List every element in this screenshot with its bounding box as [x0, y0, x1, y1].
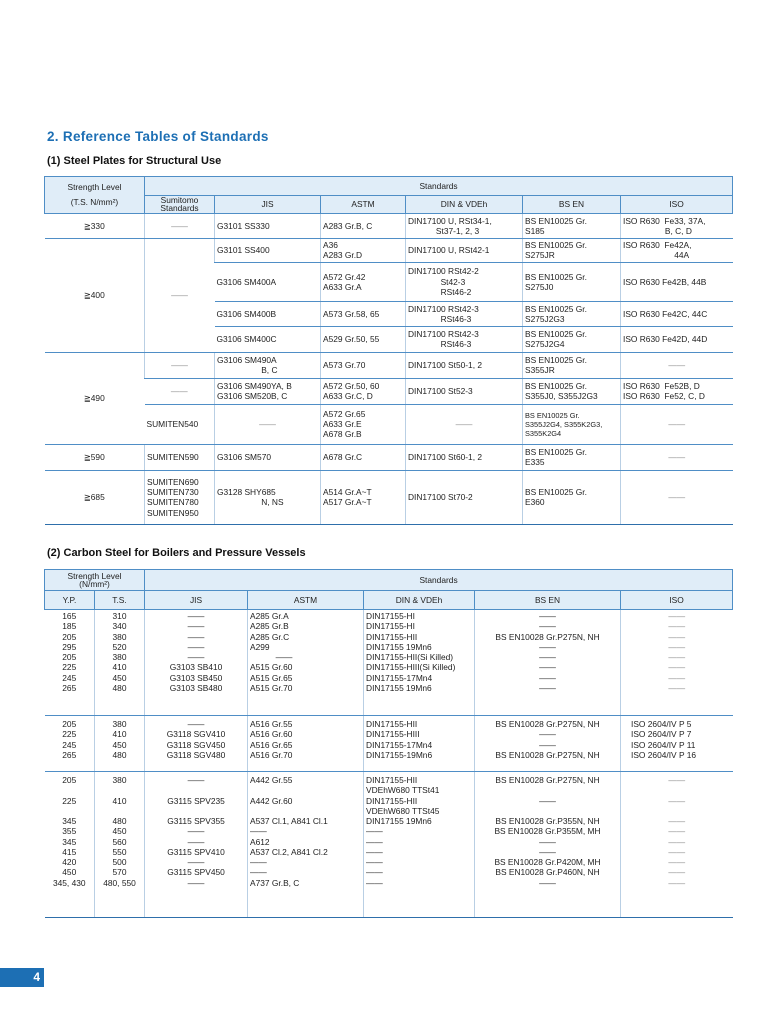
- header-iso: ISO: [621, 196, 733, 214]
- header-strength-level: Strength Level (T.S. N/mm²): [45, 177, 145, 214]
- bsen-standard: BS EN10025 Gr. S275JR: [523, 238, 621, 262]
- strength-level: ≧685: [45, 470, 145, 524]
- bsen-standard: BS EN10025 Gr. E360: [523, 470, 621, 524]
- header-din: DIN & VDEh: [406, 196, 523, 214]
- iso-standard: ——: [621, 352, 733, 378]
- astm-standard: A573 Gr.58, 65: [321, 301, 406, 326]
- iso-standard: ISO R630 Fe33, 37A, B, C, D: [621, 213, 733, 238]
- header-strength-level: Strength Level (N/mm²): [45, 570, 145, 591]
- bsen-standard: BS EN10025 Gr. E335: [523, 444, 621, 470]
- astm-standard: A572 Gr.42 A633 Gr.A: [321, 262, 406, 301]
- din-standard: DIN17100 RSt42-3 RSt46-3: [406, 326, 523, 352]
- bsen-standard: BS EN10025 Gr. S355JR: [523, 352, 621, 378]
- yield-point: 165 185 205 295 205 225 245 265: [45, 610, 95, 716]
- sumitomo-standard: ——: [145, 378, 215, 404]
- din-standard: DIN17100 U, RSt42-1: [406, 238, 523, 262]
- iso-standard: ——: [621, 444, 733, 470]
- sumitomo-standard: SUMITEN690 SUMITEN730 SUMITEN780 SUMITEN950: [145, 470, 215, 524]
- tensile-strength: 380 410 480 450 560 550 500 570 480, 550: [95, 772, 145, 918]
- jis-standard: ——: [215, 404, 321, 444]
- header-jis: JIS: [215, 196, 321, 214]
- sumitomo-standard: ——: [145, 238, 215, 352]
- astm-standard: A678 Gr.C: [321, 444, 406, 470]
- tensile-strength: 310 340 380 520 380 410 450 480: [95, 610, 145, 716]
- jis-standard: G3101 SS400: [215, 238, 321, 262]
- jis-standard: G3106 SM400C: [215, 326, 321, 352]
- header-yp: Y.P.: [45, 591, 95, 610]
- astm-standard: A516 Gr.55 A516 Gr.60 A516 Gr.65 A516 Gr.70: [248, 716, 364, 772]
- header-jis: JIS: [145, 591, 248, 610]
- astm-standard: A36 A283 Gr.D: [321, 238, 406, 262]
- table-row: [45, 238, 733, 262]
- din-standard: DIN17100 U, RSt34-1, St37-1, 2, 3: [406, 213, 523, 238]
- table-row: [45, 378, 733, 404]
- iso-standard: ISO R630 Fe52B, D ISO R630 Fe52, C, D: [621, 378, 733, 404]
- din-standard: DIN17100 St70-2: [406, 470, 523, 524]
- astm-standard: A442 Gr.55 A442 Gr.60 A537 Cl.1, A841 Cl.1 —— A612 A537 Cl.2, A841 Cl.2 —— —— A737 Gr.B, C: [248, 772, 364, 918]
- yield-point: 205 225 345 355 345 415 420 450 345, 430: [45, 772, 95, 918]
- header-astm: ASTM: [321, 196, 406, 214]
- iso-standard: —— —— —— —— —— —— —— —— ——: [621, 772, 733, 918]
- astm-standard: A572 Gr.50, 60 A633 Gr.C, D: [321, 378, 406, 404]
- din-standard: DIN17155-HII VDEhW680 TTSt41 DIN17155-HII VDEhW680 TTSt45 DIN17155 19Mn6 —— —— —— —— —— ——: [364, 772, 475, 918]
- iso-standard: ISO R630 Fe42D, 44D: [621, 326, 733, 352]
- header-bsen: BS EN: [475, 591, 621, 610]
- jis-standard: G3106 SM570: [215, 444, 321, 470]
- sumitomo-standard: SUMITEN590: [145, 444, 215, 470]
- jis-standard: —— G3115 SPV235 G3115 SPV355 —— —— G3115 SPV410 —— G3115 SPV450 ——: [145, 772, 248, 918]
- tensile-strength: 380 410 450 480: [95, 716, 145, 772]
- header-iso: ISO: [621, 591, 733, 610]
- jis-standard: —— G3118 SGV410 G3118 SGV450 G3118 SGV480: [145, 716, 248, 772]
- sumitomo-standard: ——: [145, 352, 215, 378]
- header-standards: Standards: [145, 570, 733, 591]
- sumitomo-standard: ——: [145, 213, 215, 238]
- bsen-standard: BS EN10025 Gr. S185: [523, 213, 621, 238]
- din-standard: DIN17100 St52-3: [406, 378, 523, 404]
- bsen-standard: BS EN10028 Gr.P275N, NH —— BS EN10028 Gr.P355N, NH BS EN10028 Gr.P355M, MH —— —— BS EN10028 Gr.P420M, MH BS EN10028 Gr.P460N, NH ——: [475, 772, 621, 918]
- iso-standard: ISO 2604/IV P 5 ISO 2604/IV P 7 ISO 2604/IV P 11 ISO 2604/IV P 16: [621, 716, 733, 772]
- header-standards: Standards: [145, 177, 733, 196]
- strength-level: ≧330: [45, 213, 145, 238]
- section-title: 2. Reference Tables of Standards: [47, 129, 269, 144]
- iso-standard: ISO R630 Fe42C, 44C: [621, 301, 733, 326]
- din-standard: DIN17100 RSt42-2 St42-3 RSt46-2: [406, 262, 523, 301]
- bsen-standard: —— —— BS EN10028 Gr.P275N, NH —— —— —— —— ——: [475, 610, 621, 716]
- iso-standard: ——: [621, 470, 733, 524]
- table-row: [45, 444, 733, 470]
- table-row: [45, 213, 733, 238]
- jis-standard: G3106 SM400B: [215, 301, 321, 326]
- bsen-standard: BS EN10025 Gr. S275J0: [523, 262, 621, 301]
- iso-standard: ISO R630 Fe42B, 44B: [621, 262, 733, 301]
- header-ts: T.S.: [95, 591, 145, 610]
- table2-title: (2) Carbon Steel for Boilers and Pressure Vessels: [47, 547, 306, 559]
- bsen-standard: BS EN10025 Gr. S355J2G4, S355K2G3, S355K2G4: [523, 404, 621, 444]
- astm-standard: A573 Gr.70: [321, 352, 406, 378]
- jis-standard: G3106 SM490YA, B G3106 SM520B, C: [215, 378, 321, 404]
- strength-level: ≧400: [45, 238, 145, 352]
- din-standard: ——: [406, 404, 523, 444]
- header-astm: ASTM: [248, 591, 364, 610]
- din-standard: DIN17100 RSt42-3 RSt46-3: [406, 301, 523, 326]
- astm-standard: A572 Gr.65 A633 Gr.E A678 Gr.B: [321, 404, 406, 444]
- bsen-standard: BS EN10025 Gr. S275J2G3: [523, 301, 621, 326]
- jis-standard: G3101 SS330: [215, 213, 321, 238]
- yield-point: 205 225 245 265: [45, 716, 95, 772]
- table-row: [45, 610, 733, 716]
- header-sumitomo: Sumitomo Standards: [145, 196, 215, 214]
- table1-title: (1) Steel Plates for Structural Use: [47, 155, 222, 167]
- strength-level: ≧490: [45, 352, 145, 444]
- din-standard: DIN17100 St50-1, 2: [406, 352, 523, 378]
- astm-standard: A283 Gr.B, C: [321, 213, 406, 238]
- table-row: [45, 772, 733, 918]
- strength-level: ≧590: [45, 444, 145, 470]
- header-bsen: BS EN: [523, 196, 621, 214]
- astm-standard: A529 Gr.50, 55: [321, 326, 406, 352]
- header-din: DIN & VDEh: [364, 591, 475, 610]
- steel-plates-table: [44, 176, 733, 525]
- din-standard: DIN17155-HI DIN17155-HI DIN17155-HII DIN17155 19Mn6 DIN17155-HII(Si Killed) DIN17155-HIII(Si Killed) DIN17155-17Mn4 DIN17155 19Mn6: [364, 610, 475, 716]
- din-standard: DIN17155-HII DIN17155-HIII DIN17155-17Mn4 DIN17155-19Mn6: [364, 716, 475, 772]
- jis-standard: G3106 SM400A: [215, 262, 321, 301]
- jis-standard: —— —— —— —— —— G3103 SB410 G3103 SB450 G3103 SB480: [145, 610, 248, 716]
- table-row: [45, 470, 733, 524]
- bsen-standard: BS EN10028 Gr.P275N, NH —— —— BS EN10028 Gr.P275N, NH: [475, 716, 621, 772]
- astm-standard: A285 Gr.A A285 Gr.B A285 Gr.C A299 —— A515 Gr.60 A515 Gr.65 A515 Gr.70: [248, 610, 364, 716]
- bsen-standard: BS EN10025 Gr. S275J2G4: [523, 326, 621, 352]
- table-row: [45, 716, 733, 772]
- page-number: 4: [0, 968, 44, 987]
- jis-standard: G3106 SM490A B, C: [215, 352, 321, 378]
- iso-standard: ——: [621, 404, 733, 444]
- table-row: [45, 352, 733, 378]
- sumitomo-standard: SUMITEN540: [145, 404, 215, 444]
- iso-standard: ISO R630 Fe42A, 44A: [621, 238, 733, 262]
- bsen-standard: BS EN10025 Gr. S355J0, S355J2G3: [523, 378, 621, 404]
- iso-standard: —— —— —— —— —— —— —— ——: [621, 610, 733, 716]
- boiler-steel-table: [44, 569, 733, 918]
- din-standard: DIN17100 St60-1, 2: [406, 444, 523, 470]
- table-row: [45, 404, 733, 444]
- jis-standard: G3128 SHY685 N, NS: [215, 470, 321, 524]
- astm-standard: A514 Gr.A~T A517 Gr.A~T: [321, 470, 406, 524]
